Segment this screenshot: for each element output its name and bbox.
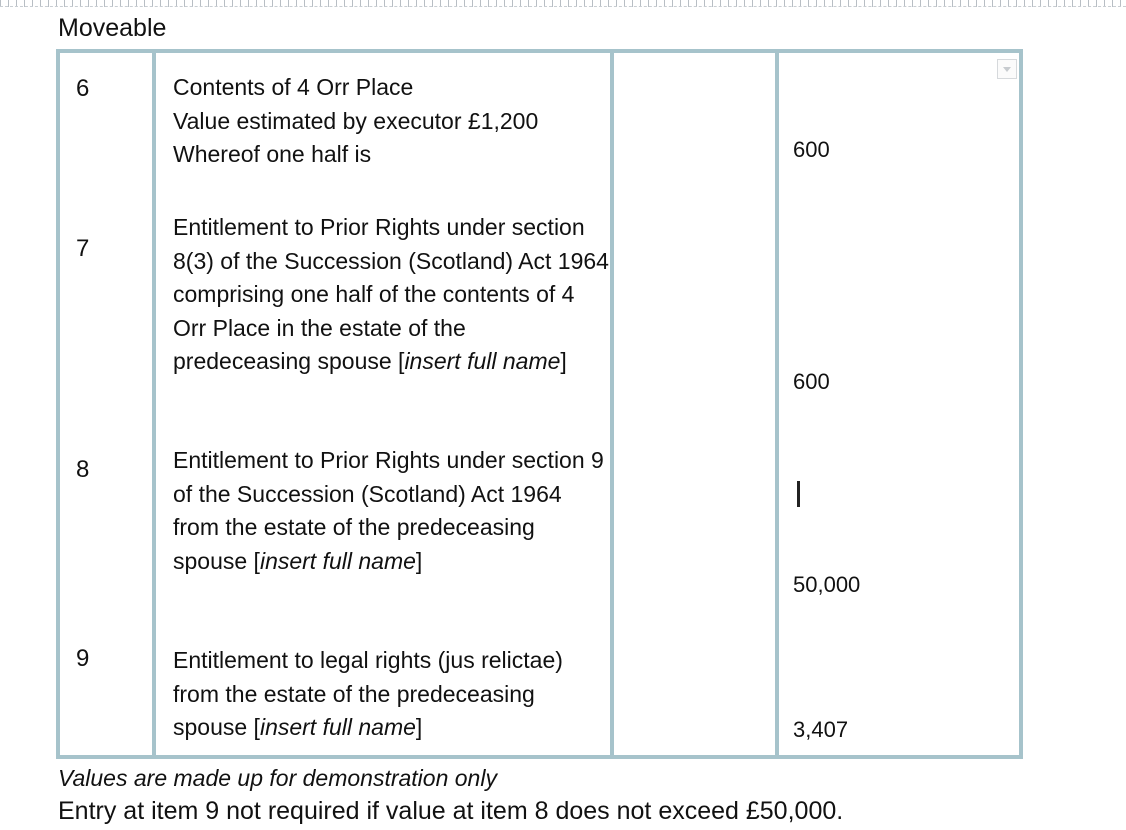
- column-divider: [610, 53, 614, 755]
- item-value: 50,000: [793, 572, 861, 597]
- item-number: 9: [76, 645, 90, 672]
- item-description: Entitlement to Prior Rights under section 9 of the Succession (Scotland) Act 1964 from the estate of the predeceasing spouse [insert full name]: [173, 447, 604, 574]
- column-divider: [152, 53, 156, 755]
- item-description: Entitlement to Prior Rights under section 8(3) of the Succession (Scotland) Act 1964 comprising one half of the contents of 4 Orr Place in the estate of the predeceasing spouse [insert full name]: [173, 214, 609, 374]
- placeholder-insert-full-name: insert full name: [404, 348, 561, 374]
- item-description: [173, 71, 609, 172]
- item-description-line: Contents of 4 Orr Place: [173, 74, 414, 100]
- item-value: 3,407: [793, 717, 849, 742]
- placeholder-insert-full-name: insert full name: [259, 714, 416, 740]
- top-ruler: [0, 0, 1126, 7]
- item-number: 8: [76, 456, 90, 483]
- item-value: 600: [793, 137, 830, 162]
- placeholder-insert-full-name: insert full name: [259, 547, 416, 574]
- cell-dropdown-icon[interactable]: [997, 59, 1017, 79]
- item-value: 600: [793, 369, 830, 394]
- estate-table: [56, 49, 1023, 759]
- item-number: 7: [76, 235, 90, 262]
- item-number: 6: [76, 75, 90, 102]
- item-description-line: Whereof one half is: [173, 141, 372, 167]
- text-cursor: [797, 481, 800, 507]
- column-divider: [775, 53, 779, 755]
- section-heading: Moveable: [58, 14, 167, 42]
- item-description-line: Value estimated by executor £1,200: [173, 107, 539, 134]
- footer-note: Entry at item 9 not required if value at item 8 does not exceed £50,000.: [58, 797, 844, 825]
- demo-note: Values are made up for demonstration only: [58, 765, 497, 791]
- item-description: Entitlement to legal rights (jus relictae) from the estate of the predeceasing spouse [insert full name]: [173, 647, 563, 740]
